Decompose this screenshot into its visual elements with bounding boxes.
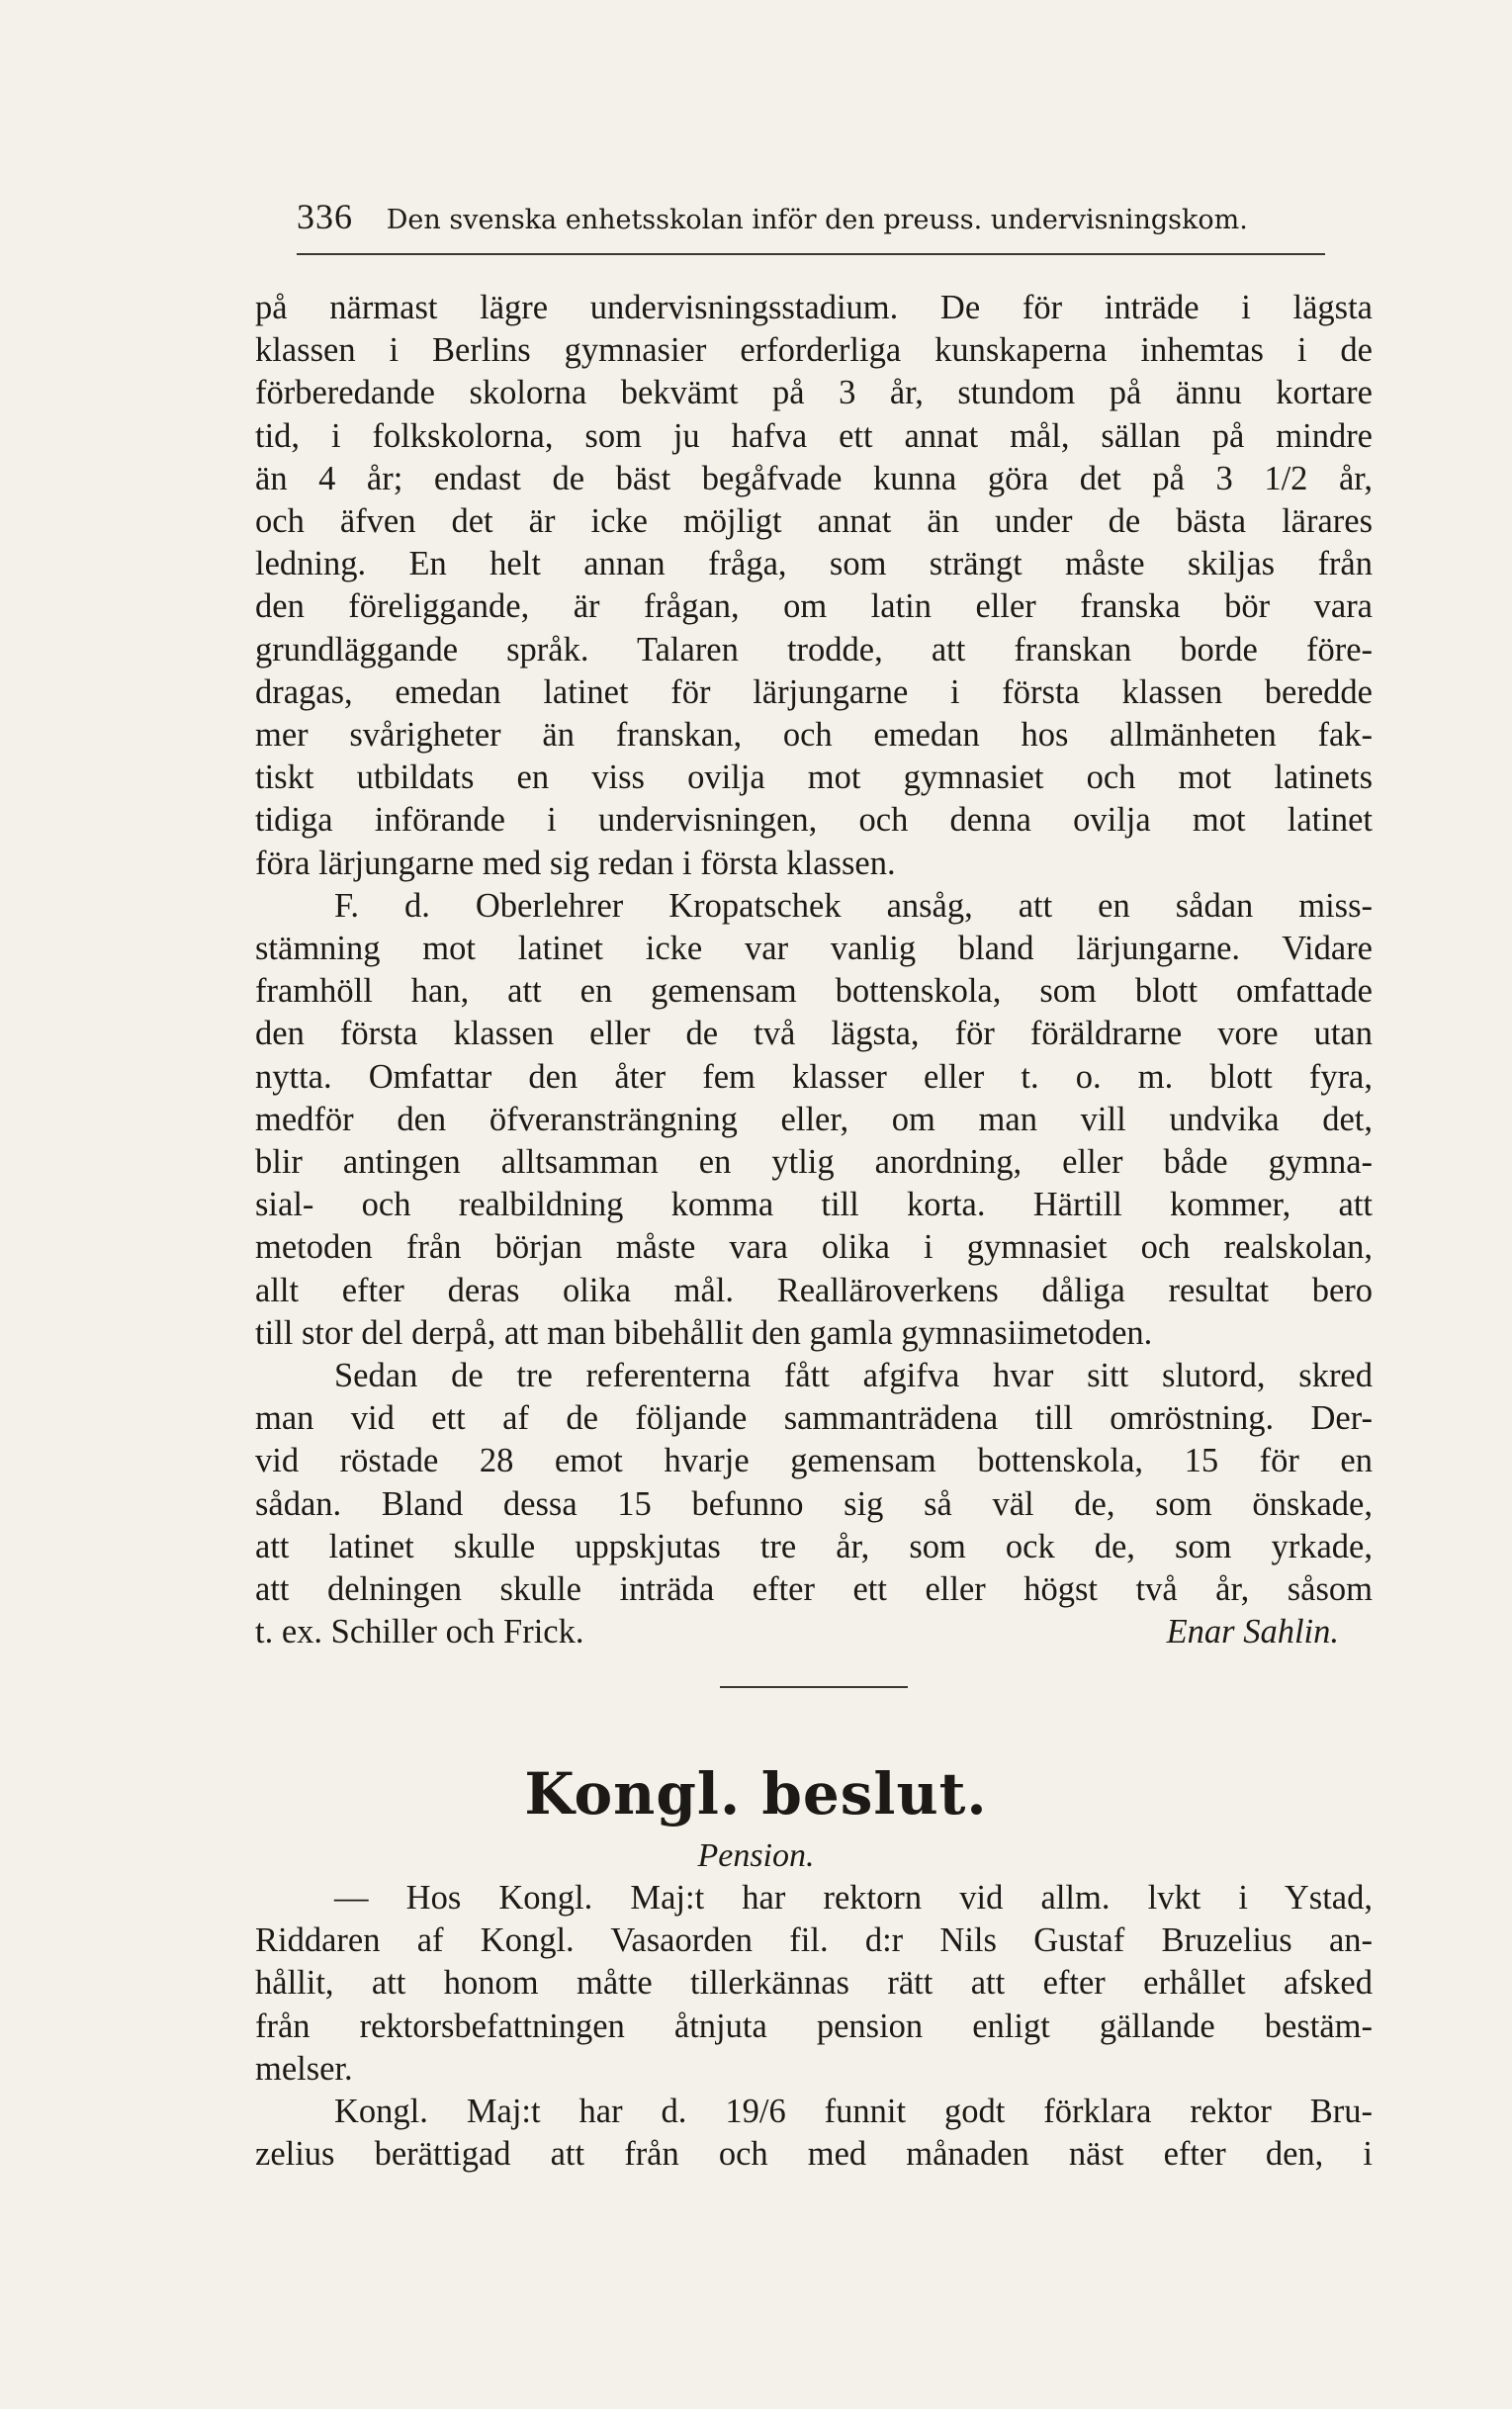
- text-line: den föreliggande, är frågan, om latin eller franska bör vara: [255, 587, 1373, 626]
- text-line: och äfven det är icke möjligt annat än under de bästa lärares: [255, 502, 1373, 541]
- author-signature: Enar Sahlin.: [1166, 1613, 1339, 1651]
- text-line: att delningen skulle inträda efter ett eller högst två år, såsom: [255, 1570, 1373, 1609]
- text-line: klassen i Berlins gymnasier erforderliga kunskaperna inhemtas i de: [255, 331, 1373, 370]
- text-line: framhöll han, att en gemensam bottenskola, som blott omfattade: [255, 972, 1373, 1011]
- text-line: ledning. En helt annan fråga, som strängt måste skiljas från: [255, 545, 1373, 583]
- closing-text: t. ex. Schiller och Frick.: [255, 1613, 584, 1651]
- text-line: melser.: [255, 2049, 353, 2088]
- text-line: till stor del derpå, att man bibehållit den gamla gymnasiimetoden.: [255, 1313, 1153, 1352]
- text-line: den första klassen eller de två lägsta, för föräldrarne vore utan: [255, 1015, 1373, 1053]
- text-line: sådan. Bland dessa 15 befunno sig så väl de, som önskade,: [255, 1484, 1373, 1523]
- text-line: att latinet skulle uppskjutas tre år, som ock de, som yrkade,: [255, 1527, 1373, 1565]
- text-line: än 4 år; endast de bäst begåfvade kunna göra det på 3 1/2 år,: [255, 459, 1373, 497]
- text-line: nytta. Omfattar den åter fem klasser eller t. o. m. blott fyra,: [255, 1057, 1373, 1096]
- text-line: stämning mot latinet icke var vanlig bland lärjungarne. Vidare: [255, 930, 1373, 968]
- text-line: Kongl. Maj:t har d. 19/6 funnit godt förklara rektor Bru-: [334, 2093, 1373, 2131]
- text-line: blir antingen alltsamman en ytlig anordning, eller både gymna-: [255, 1143, 1373, 1182]
- section-heading: Kongl. beslut.: [524, 1760, 988, 1828]
- text-line: föra lärjungarne med sig redan i första klassen.: [255, 844, 896, 882]
- text-line: från rektorsbefattningen åtnjuta pension enligt gällande bestäm-: [255, 2007, 1373, 2045]
- text-line: — Hos Kongl. Maj:t har rektorn vid allm. lvkt i Ystad,: [334, 1879, 1373, 1917]
- text-line: tiskt utbildats en viss ovilja mot gymnasiet och mot latinets: [255, 758, 1373, 797]
- text-line: hållit, att honom måtte tillerkännas rätt att efter erhållet afsked: [255, 1964, 1373, 2003]
- text-line: sial- och realbildning komma till korta. Härtill kommer, att: [255, 1186, 1373, 1224]
- running-head: [297, 196, 1325, 255]
- paragraph-2: [255, 885, 1373, 1355]
- text-line: tid, i folkskolorna, som ju hafva ett annat mål, sällan på mindre: [255, 416, 1373, 455]
- running-title: Den svenska enhetsskolan inför den preuss. undervisningskom.: [386, 205, 1248, 235]
- article-body: [255, 287, 1373, 1654]
- section-subheading: Pension.: [697, 1837, 815, 1874]
- paragraph-1: [255, 287, 1373, 885]
- page-number: 336: [297, 197, 353, 236]
- text-line: dragas, emedan latinet för lärjungarne i första klassen beredde: [255, 672, 1373, 711]
- signature-line: [255, 1611, 1373, 1653]
- text-line: tidiga införande i undervisningen, och denna ovilja mot latinet: [255, 801, 1373, 840]
- decree-body: [255, 1877, 1373, 2176]
- section-divider: [720, 1686, 908, 1688]
- text-line: metoden från början måste vara olika i gymnasiet och realskolan,: [255, 1228, 1373, 1267]
- text-line: grundläggande språk. Talaren trodde, att franskan borde före-: [255, 630, 1373, 669]
- text-line: på närmast lägre undervisningsstadium. De för inträde i lägsta: [255, 289, 1373, 326]
- text-line: zelius berättigad att från och med månaden näst efter den, i: [255, 2135, 1373, 2174]
- text-line: förberedande skolorna bekvämt på 3 år, stundom på ännu kortare: [255, 374, 1373, 412]
- text-line: Sedan de tre referenterna fått afgifva hvar sitt slutord, skred: [334, 1357, 1373, 1395]
- paragraph-3: [255, 1355, 1373, 1653]
- text-line: F. d. Oberlehrer Kropatschek ansåg, att en sådan miss-: [334, 886, 1373, 925]
- text-line: medför den öfveransträngning eller, om man vill undvika det,: [255, 1100, 1373, 1138]
- text-line: vid röstade 28 emot hvarje gemensam bottenskola, 15 för en: [255, 1442, 1373, 1480]
- text-line: Riddaren af Kongl. Vasaorden fil. d:r Nils Gustaf Bruzelius an-: [255, 1921, 1373, 1960]
- text-line: mer svårigheter än franskan, och emedan hos allmänheten fak-: [255, 716, 1373, 755]
- text-line: man vid ett af de följande sammanträdena till omröstning. Der-: [255, 1399, 1373, 1438]
- decree-paragraph-1: [255, 1877, 1373, 2091]
- decree-paragraph-2: [255, 2091, 1373, 2176]
- text-line: allt efter deras olika mål. Realläroverkens dåliga resultat bero: [255, 1271, 1373, 1309]
